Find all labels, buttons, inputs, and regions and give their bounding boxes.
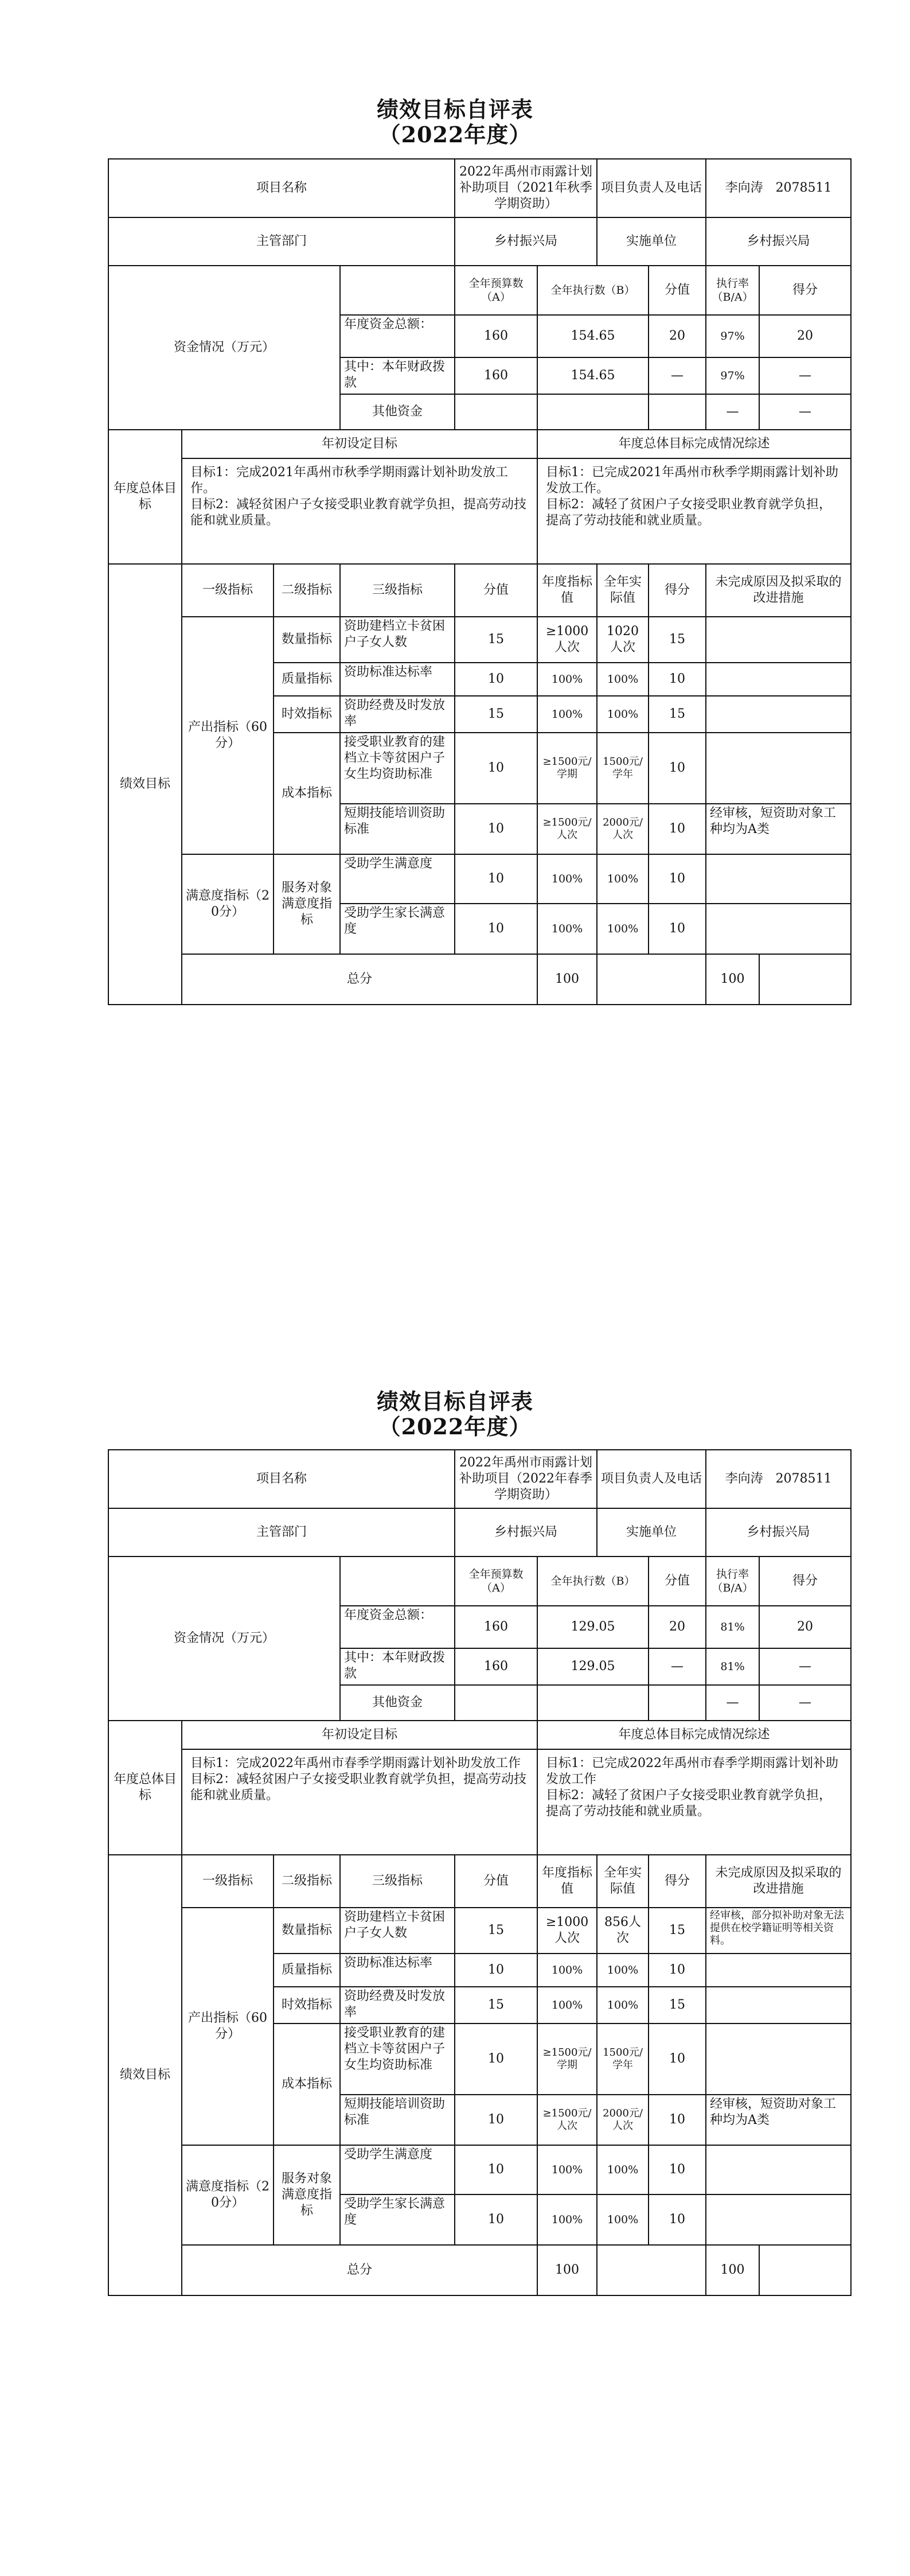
perf-l2: 数量指标 — [274, 617, 340, 663]
perf-score: 10 — [649, 854, 706, 904]
funds-row-budget: 160 — [455, 1606, 537, 1648]
funds-label: 资金情况（万元） — [108, 1557, 340, 1721]
perf-l3: 短期技能培训资助标准 — [340, 804, 455, 854]
funds-row-actual — [537, 1685, 649, 1721]
perf-score-value: 10 — [455, 904, 537, 954]
funds-row-actual — [537, 394, 649, 430]
funds-row-rate: 81% — [706, 1648, 759, 1685]
perf-score-value: 10 — [455, 2145, 537, 2194]
funds-row-budget: 160 — [455, 315, 537, 357]
perf-target: ≥1000人次 — [537, 1908, 597, 1954]
sheet-title: 绩效目标自评表 — [376, 1388, 533, 1414]
perf-header-l3: 三级指标 — [340, 1855, 455, 1908]
project-manager-label: 项目负责人及电话 — [597, 1450, 706, 1508]
project-manager-value: 李向涛 2078511 — [706, 1450, 851, 1508]
perf-note — [706, 617, 851, 663]
perf-header-score: 得分 — [649, 564, 706, 617]
funds-row-score-value: 20 — [649, 1606, 706, 1648]
performance-label: 绩效目标 — [108, 564, 182, 1005]
perf-score-value: 10 — [455, 2095, 537, 2145]
perf-l3: 受助学生家长满意度 — [340, 904, 455, 954]
funds-header-blank — [340, 1557, 455, 1606]
perf-note — [706, 2024, 851, 2095]
total-note-blank — [759, 2245, 851, 2295]
self-evaluation-table — [108, 1449, 852, 2296]
planned-goal-1: 目标1：完成2022年禹州市春季学期雨露计划补助发放工作 — [190, 1756, 521, 1770]
perf-score: 10 — [649, 2145, 706, 2194]
total-label: 总分 — [182, 954, 537, 1005]
perf-header-actual: 全年实际值 — [597, 564, 649, 617]
funds-header-blank — [340, 266, 455, 315]
funds-header-budget: 全年预算数（A） — [455, 1557, 537, 1606]
funds-row-score-value: — — [649, 357, 706, 394]
perf-l2: 质量指标 — [274, 1954, 340, 1987]
perf-l3: 资助经费及时发放率 — [340, 696, 455, 733]
perf-header-l1: 一级指标 — [182, 1855, 274, 1908]
perf-target: 100% — [537, 854, 597, 904]
perf-l3: 短期技能培训资助标准 — [340, 2095, 455, 2145]
funds-row-label: 其他资金 — [340, 1685, 455, 1721]
perf-target: 100% — [537, 1987, 597, 2024]
funds-row-actual: 129.05 — [537, 1648, 649, 1685]
funds-row-score: — — [759, 1648, 851, 1685]
perf-header-note: 未完成原因及拟采取的改进措施 — [706, 564, 851, 617]
funds-row-score: — — [759, 357, 851, 394]
satisfaction-indicator-label: 满意度指标（20分） — [182, 2145, 274, 2245]
project-name-label: 项目名称 — [108, 1450, 455, 1508]
project-name-label: 项目名称 — [108, 159, 455, 217]
planned-goal-1: 目标1：完成2021年禹州市秋季学期雨露计划补助发放工作。 — [190, 465, 508, 496]
perf-header-l3: 三级指标 — [340, 564, 455, 617]
funds-label: 资金情况（万元） — [108, 266, 340, 430]
perf-score: 10 — [649, 904, 706, 954]
project-name-value: 2022年禹州市雨露计划补助项目（2022年春季学期资助） — [455, 1450, 597, 1508]
perf-target: 100% — [537, 663, 597, 696]
perf-target: 100% — [537, 904, 597, 954]
perf-actual: 100% — [597, 854, 649, 904]
perf-note: 经审核，部分拟补助对象无法提供在校学籍证明等相关资料。 — [706, 1908, 851, 1954]
funds-row-actual: 129.05 — [537, 1606, 649, 1648]
funds-row-score-value: — — [649, 1648, 706, 1685]
total-note-blank — [759, 954, 851, 1005]
perf-l2: 成本指标 — [274, 2024, 340, 2145]
project-manager-label: 项目负责人及电话 — [597, 159, 706, 217]
perf-score: 15 — [649, 1987, 706, 2024]
perf-l2: 时效指标 — [274, 696, 340, 733]
funds-row-label: 其中：本年财政拨款 — [340, 357, 455, 394]
perf-header-l2: 二级指标 — [274, 1855, 340, 1908]
perf-score-value: 10 — [455, 804, 537, 854]
perf-actual: 100% — [597, 2194, 649, 2245]
perf-score-value: 10 — [455, 2024, 537, 2095]
perf-l3: 受助学生满意度 — [340, 2145, 455, 2194]
funds-row-score: — — [759, 394, 851, 430]
perf-score: 15 — [649, 696, 706, 733]
perf-score: 10 — [649, 1954, 706, 1987]
perf-target: ≥1500元/学期 — [537, 2024, 597, 2095]
funds-row-rate: 81% — [706, 1606, 759, 1648]
perf-l2: 成本指标 — [274, 733, 340, 854]
perf-score: 15 — [649, 617, 706, 663]
planned-goal-header: 年初设定目标 — [182, 430, 537, 458]
funds-row-score-value: 20 — [649, 315, 706, 357]
perf-actual: 100% — [597, 1954, 649, 1987]
perf-l3: 资助建档立卡贫困户子女人数 — [340, 1908, 455, 1954]
perf-note — [706, 1987, 851, 2024]
perf-header-l2: 二级指标 — [274, 564, 340, 617]
satisfaction-indicator-label: 满意度指标（20分） — [182, 854, 274, 954]
dept-value: 乡村振兴局 — [455, 217, 597, 266]
perf-actual: 100% — [597, 696, 649, 733]
sheet-title: 绩效目标自评表 — [376, 96, 533, 122]
total-blank — [597, 2245, 706, 2295]
perf-score-value: 10 — [455, 733, 537, 804]
perf-actual: 1020人次 — [597, 617, 649, 663]
output-indicator-label: 产出指标（60分） — [182, 1908, 274, 2145]
funds-row-label: 年度资金总额： — [340, 1606, 455, 1648]
perf-target: 100% — [537, 1954, 597, 1987]
actual-goal-1: 目标1：已完成2022年禹州市春季学期雨露计划补助发放工作 — [546, 1756, 839, 1787]
perf-actual: 100% — [597, 663, 649, 696]
perf-header-target: 年度指标值 — [537, 564, 597, 617]
output-indicator-label: 产出指标（60分） — [182, 617, 274, 854]
perf-score-value: 15 — [455, 617, 537, 663]
actual-goal-1: 目标1：已完成2021年禹州市秋季学期雨露计划补助发放工作。 — [546, 465, 839, 496]
perf-l3: 资助标准达标率 — [340, 663, 455, 696]
perf-header-target: 年度指标值 — [537, 1855, 597, 1908]
funds-row-label: 其中：本年财政拨款 — [340, 1648, 455, 1685]
perf-l2: 质量指标 — [274, 663, 340, 696]
funds-row-score-value — [649, 1685, 706, 1721]
perf-l2: 数量指标 — [274, 1908, 340, 1954]
perf-score: 10 — [649, 804, 706, 854]
funds-row-actual: 154.65 — [537, 357, 649, 394]
perf-note — [706, 2194, 851, 2245]
perf-l2: 服务对象满意度指标 — [274, 854, 340, 954]
total-score: 100 — [706, 954, 759, 1005]
dept-value: 乡村振兴局 — [455, 1508, 597, 1557]
project-manager-value: 李向涛 2078511 — [706, 159, 851, 217]
funds-row-actual: 154.65 — [537, 315, 649, 357]
perf-l2: 时效指标 — [274, 1987, 340, 2024]
perf-score: 10 — [649, 2194, 706, 2245]
perf-note — [706, 1954, 851, 1987]
funds-row-rate: — — [706, 1685, 759, 1721]
perf-header-note: 未完成原因及拟采取的改进措施 — [706, 1855, 851, 1908]
funds-header-actual: 全年执行数（B） — [537, 1557, 649, 1606]
funds-row-score: 20 — [759, 1606, 851, 1648]
project-name-value: 2022年禹州市雨露计划补助项目（2021年秋季学期资助） — [455, 159, 597, 217]
actual-goal-text — [537, 1749, 851, 1855]
perf-header-score-value: 分值 — [455, 1855, 537, 1908]
total-blank — [597, 954, 706, 1005]
perf-target: 100% — [537, 2145, 597, 2194]
actual-goal-2: 目标2：减轻了贫困户子女接受职业教育就学负担，提高了劳动技能和就业质量。 — [546, 1788, 832, 1819]
funds-header-rate: 执行率（B/A） — [706, 266, 759, 315]
perf-score: 10 — [649, 663, 706, 696]
funds-row-rate: — — [706, 394, 759, 430]
perf-target: ≥1500元/学期 — [537, 733, 597, 804]
funds-row-score-value — [649, 394, 706, 430]
perf-actual: 1500元/学年 — [597, 2024, 649, 2095]
unit-label: 实施单位 — [597, 1508, 706, 1557]
perf-actual: 2000元/人次 — [597, 804, 649, 854]
perf-l3: 接受职业教育的建档立卡等贫困户子女生均资助标准 — [340, 733, 455, 804]
total-value: 100 — [537, 2245, 597, 2295]
perf-l2: 服务对象满意度指标 — [274, 2145, 340, 2245]
perf-note — [706, 854, 851, 904]
perf-actual: 100% — [597, 1987, 649, 2024]
self-evaluation-table — [108, 158, 852, 1005]
perf-score-value: 15 — [455, 1908, 537, 1954]
sheet-subtitle: （2022年度） — [378, 122, 532, 147]
funds-row-rate: 97% — [706, 315, 759, 357]
planned-goal-text — [182, 1749, 537, 1855]
perf-score-value: 15 — [455, 696, 537, 733]
perf-header-score-value: 分值 — [455, 564, 537, 617]
perf-note: 经审核，短资助对象工种均为A类 — [706, 2095, 851, 2145]
perf-target: ≥1000人次 — [537, 617, 597, 663]
dept-label: 主管部门 — [108, 217, 455, 266]
planned-goal-2: 目标2：减轻贫困户子女接受职业教育就学负担，提高劳动技能和就业质量。 — [190, 497, 526, 528]
perf-target: ≥1500元/人次 — [537, 804, 597, 854]
perf-note: 经审核，短资助对象工种均为A类 — [706, 804, 851, 854]
perf-target: 100% — [537, 2194, 597, 2245]
perf-l3: 接受职业教育的建档立卡等贫困户子女生均资助标准 — [340, 2024, 455, 2095]
annual-goal-label: 年度总体目标 — [108, 430, 182, 564]
planned-goal-2: 目标2：减轻贫困户子女接受职业教育就学负担，提高劳动技能和就业质量。 — [190, 1772, 526, 1803]
perf-note — [706, 663, 851, 696]
perf-l3: 受助学生满意度 — [340, 854, 455, 904]
perf-score-value: 10 — [455, 1954, 537, 1987]
dept-label: 主管部门 — [108, 1508, 455, 1557]
perf-note — [706, 904, 851, 954]
funds-header-score-value: 分值 — [649, 266, 706, 315]
perf-score-value: 15 — [455, 1987, 537, 2024]
perf-l3: 资助建档立卡贫困户子女人数 — [340, 617, 455, 663]
planned-goal-text — [182, 458, 537, 564]
funds-row-budget — [455, 394, 537, 430]
unit-value: 乡村振兴局 — [706, 1508, 851, 1557]
perf-l3: 资助经费及时发放率 — [340, 1987, 455, 2024]
funds-header-score: 得分 — [759, 266, 851, 315]
perf-score-value: 10 — [455, 2194, 537, 2245]
funds-row-label: 其他资金 — [340, 394, 455, 430]
actual-goal-text — [537, 458, 851, 564]
funds-row-rate: 97% — [706, 357, 759, 394]
perf-note — [706, 733, 851, 804]
funds-row-budget: 160 — [455, 357, 537, 394]
actual-goal-header: 年度总体目标完成情况综述 — [537, 1721, 851, 1749]
total-value: 100 — [537, 954, 597, 1005]
perf-actual: 100% — [597, 904, 649, 954]
total-score: 100 — [706, 2245, 759, 2295]
perf-header-l1: 一级指标 — [182, 564, 274, 617]
total-label: 总分 — [182, 2245, 537, 2295]
actual-goal-header: 年度总体目标完成情况综述 — [537, 430, 851, 458]
funds-header-rate: 执行率（B/A） — [706, 1557, 759, 1606]
perf-actual: 1500元/学年 — [597, 733, 649, 804]
funds-header-score: 得分 — [759, 1557, 851, 1606]
perf-actual: 100% — [597, 2145, 649, 2194]
perf-score-value: 10 — [455, 854, 537, 904]
perf-target: ≥1500元/人次 — [537, 2095, 597, 2145]
funds-row-budget — [455, 1685, 537, 1721]
funds-row-score: — — [759, 1685, 851, 1721]
unit-value: 乡村振兴局 — [706, 217, 851, 266]
perf-header-score: 得分 — [649, 1855, 706, 1908]
perf-score: 10 — [649, 733, 706, 804]
funds-header-budget: 全年预算数（A） — [455, 266, 537, 315]
funds-row-budget: 160 — [455, 1648, 537, 1685]
funds-header-actual: 全年执行数（B） — [537, 266, 649, 315]
perf-actual: 2000元/人次 — [597, 2095, 649, 2145]
actual-goal-2: 目标2：减轻了贫困户子女接受职业教育就学负担，提高了劳动技能和就业质量。 — [546, 497, 832, 528]
planned-goal-header: 年初设定目标 — [182, 1721, 537, 1749]
perf-score: 10 — [649, 2095, 706, 2145]
perf-score: 10 — [649, 2024, 706, 2095]
performance-label: 绩效目标 — [108, 1855, 182, 2295]
perf-l3: 资助标准达标率 — [340, 1954, 455, 1987]
annual-goal-label: 年度总体目标 — [108, 1721, 182, 1855]
perf-target: 100% — [537, 696, 597, 733]
unit-label: 实施单位 — [597, 217, 706, 266]
perf-header-actual: 全年实际值 — [597, 1855, 649, 1908]
sheet-subtitle: （2022年度） — [378, 1414, 532, 1439]
funds-row-score: 20 — [759, 315, 851, 357]
perf-score: 15 — [649, 1908, 706, 1954]
perf-score-value: 10 — [455, 663, 537, 696]
funds-header-score-value: 分值 — [649, 1557, 706, 1606]
perf-note — [706, 2145, 851, 2194]
perf-note — [706, 696, 851, 733]
perf-actual: 856人次 — [597, 1908, 649, 1954]
funds-row-label: 年度资金总额： — [340, 315, 455, 357]
perf-l3: 受助学生家长满意度 — [340, 2194, 455, 2245]
